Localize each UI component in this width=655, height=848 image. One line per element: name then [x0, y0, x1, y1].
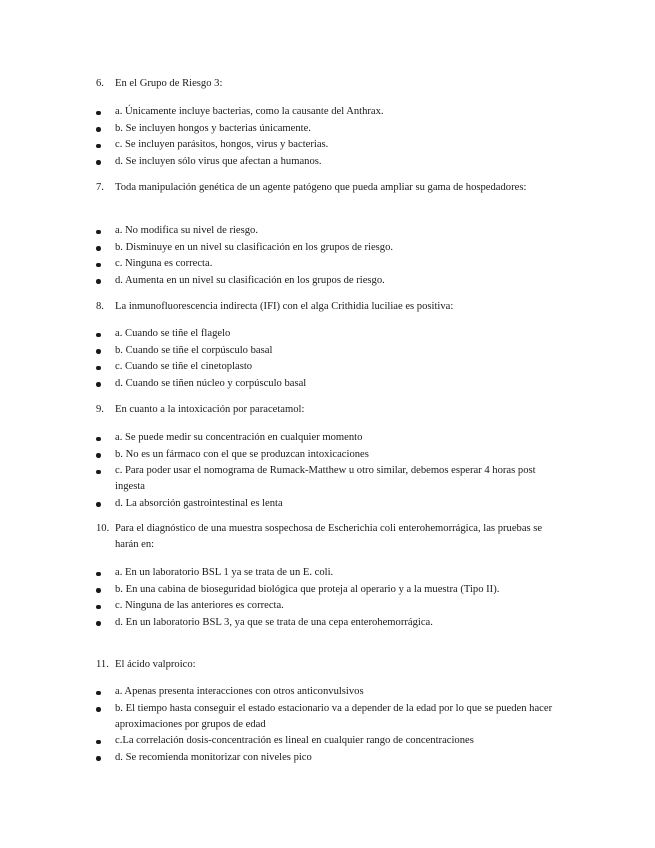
option-text: b. Se incluyen hongos y bacterias únicamente. [115, 122, 311, 134]
option-item [96, 463, 556, 495]
option-text: a. Apenas presenta interacciones con otros anticonvulsivos [115, 686, 364, 697]
option-text: d. En un laboratorio BSL 3, ya que se trata de una cepa enterohemorrágica. [115, 616, 433, 628]
option-item [96, 565, 556, 581]
option-text: a. No modifica su nivel de riesgo. [115, 225, 258, 236]
option-item [96, 376, 556, 392]
option-item [96, 447, 556, 463]
question-7 [96, 180, 556, 196]
option-item [96, 701, 556, 733]
bullet-icon [96, 707, 101, 712]
option-text: c. Para poder usar el nomograma de Rumack-Matthew u otro similar, debemos esperar 4 horas post ingesta [115, 465, 536, 493]
bullet-icon [96, 756, 101, 761]
question-number: 6. [96, 78, 104, 89]
option-text: d. Cuando se tiñen núcleo y corpúsculo basal [115, 377, 307, 389]
question-10 [96, 521, 556, 553]
question-text: En cuanto a la intoxicación por paracetamol: [115, 404, 305, 415]
options-list-6 [96, 104, 556, 170]
option-text: b. El tiempo hasta conseguir el estado estacionario va a depender de la edad por lo que se pueden hacer aproximaciones por grupos de edad [115, 702, 553, 730]
bullet-icon [96, 572, 101, 577]
option-item [96, 430, 556, 446]
option-text: a. Cuando se tiñe el flagelo [115, 328, 231, 339]
option-item [96, 121, 556, 137]
bullet-icon [96, 470, 101, 475]
options-list-7 [96, 223, 556, 289]
bullet-icon [96, 502, 101, 507]
options-list-11 [96, 684, 556, 766]
options-list-10 [96, 565, 556, 631]
bullet-icon [96, 263, 101, 268]
option-text: c.La correlación dosis-concentración es lineal en cualquier rango de concentraciones [115, 735, 474, 747]
option-item [96, 582, 556, 598]
bullet-icon [96, 366, 101, 371]
bullet-icon [96, 605, 101, 610]
option-text: d. Aumenta en un nivel su clasificación en los grupos de riesgo. [115, 274, 385, 286]
bullet-icon [96, 333, 101, 338]
option-text: b. Cuando se tiñe el corpúsculo basal [115, 344, 273, 356]
question-11 [96, 657, 556, 673]
option-item [96, 684, 556, 700]
bullet-icon [96, 127, 101, 132]
bullet-icon [96, 588, 101, 593]
bullet-icon [96, 382, 101, 387]
bullet-icon [96, 453, 101, 458]
question-text: En el Grupo de Riesgo 3: [115, 78, 223, 89]
bullet-icon [96, 349, 101, 354]
option-text: d. La absorción gastrointestinal es lenta [115, 497, 283, 509]
bullet-icon [96, 621, 101, 626]
option-text: a. Únicamente incluye bacterias, como la causante del Anthrax. [115, 106, 384, 117]
option-text: b. En una cabina de bioseguridad biológica que proteja al operario y a la muestra (Tipo II). [115, 583, 500, 595]
option-item [96, 326, 556, 342]
option-text: c. Ninguna es correcta. [115, 258, 213, 270]
option-item [96, 240, 556, 256]
option-item [96, 273, 556, 289]
question-number: 11. [96, 659, 109, 670]
option-item [96, 343, 556, 359]
option-item [96, 598, 556, 614]
bullet-icon [96, 144, 101, 149]
option-item [96, 615, 556, 631]
option-item [96, 137, 556, 153]
bullet-icon [96, 279, 101, 284]
option-item [96, 496, 556, 512]
option-text: c. Cuando se tiñe el cinetoplasto [115, 361, 253, 373]
bullet-icon [96, 691, 101, 696]
question-text: El ácido valproico: [115, 659, 196, 670]
option-item [96, 104, 556, 120]
bullet-icon [96, 160, 101, 165]
question-number: 10. [96, 523, 110, 534]
bullet-icon [96, 230, 101, 235]
option-text: a. Se puede medir su concentración en cualquier momento [115, 432, 363, 443]
option-item [96, 256, 556, 272]
option-text: d. Se recomienda monitorizar con niveles pico [115, 751, 312, 763]
question-number: 9. [96, 404, 104, 415]
option-item [96, 359, 556, 375]
question-text: Toda manipulación genética de un agente patógeno que pueda ampliar su gama de hospedadores: [115, 182, 527, 193]
question-text: Para el diagnóstico de una muestra sospechosa de Escherichia coli enterohemorrágica, las pruebas se harán en: [115, 523, 543, 550]
options-list-9 [96, 430, 556, 512]
option-item [96, 733, 556, 749]
option-item [96, 750, 556, 766]
question-6 [96, 76, 556, 92]
option-item [96, 154, 556, 170]
option-text: a. En un laboratorio BSL 1 ya se trata de un E. coli. [115, 567, 334, 578]
option-text: d. Se incluyen sólo virus que afectan a humanos. [115, 155, 322, 167]
options-list-8 [96, 326, 556, 392]
option-text: c. Se incluyen parásitos, hongos, virus y bacterias. [115, 139, 329, 151]
option-item [96, 223, 556, 239]
question-8 [96, 299, 556, 315]
option-text: c. Ninguna de las anteriores es correcta. [115, 600, 284, 612]
bullet-icon [96, 246, 101, 251]
option-text: b. Disminuye en un nivel su clasificación en los grupos de riesgo. [115, 241, 394, 253]
question-number: 7. [96, 182, 104, 193]
bullet-icon [96, 111, 101, 116]
question-number: 8. [96, 301, 104, 312]
bullet-icon [96, 740, 101, 745]
bullet-icon [96, 437, 101, 442]
question-text: La inmunofluorescencia indirecta (IFI) con el alga Crithidia luciliae es positiva: [115, 301, 454, 312]
question-9 [96, 402, 556, 418]
option-text: b. No es un fármaco con el que se produzcan intoxicaciones [115, 448, 369, 460]
